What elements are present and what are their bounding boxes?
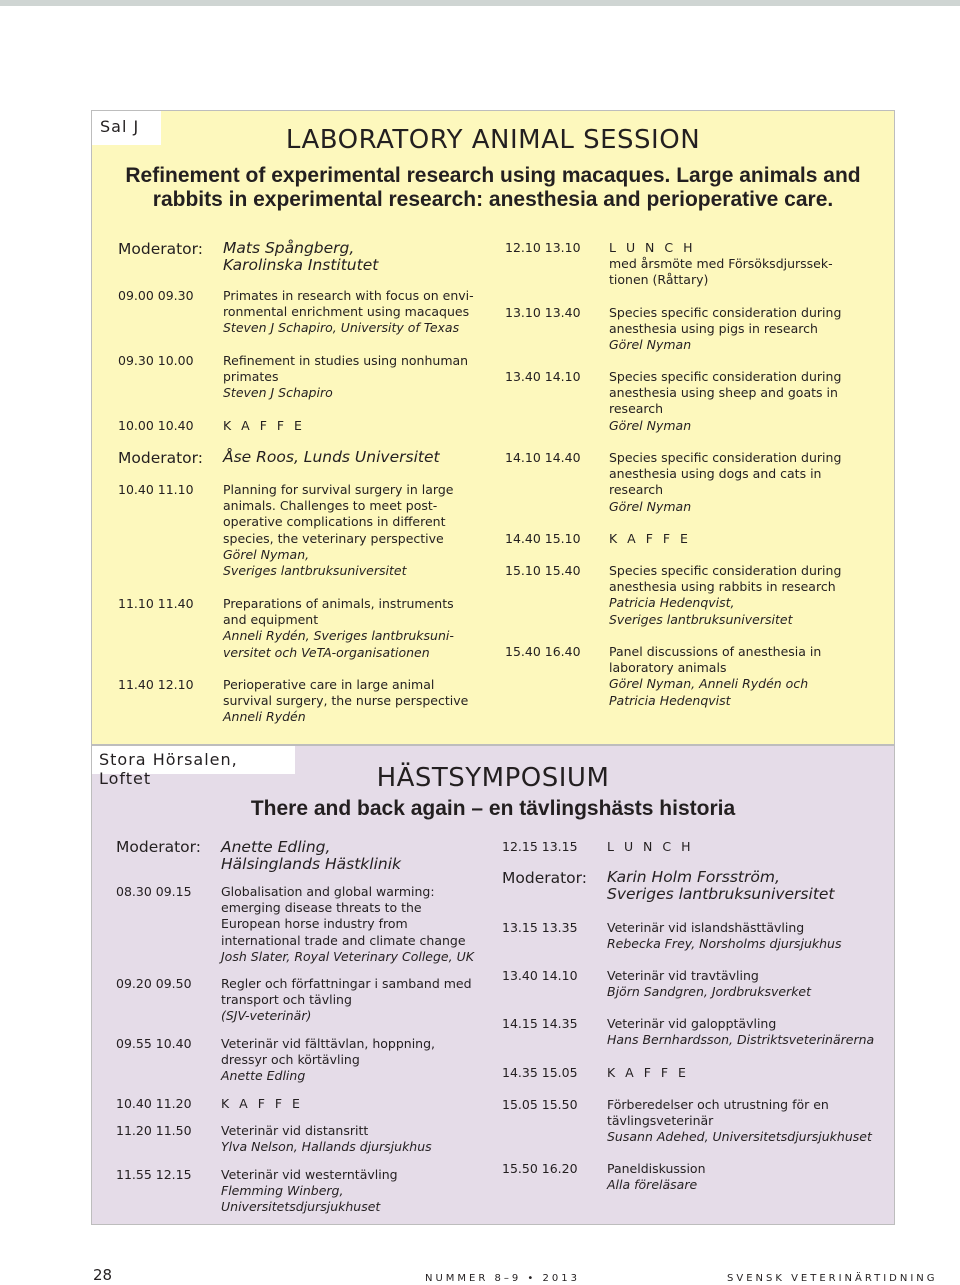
- footer-issue: NUMMER 8–9 • 2013: [425, 1273, 580, 1284]
- session-title: HÄSTSYMPOSIUM: [376, 763, 610, 793]
- room-label: Sal J: [92, 111, 161, 145]
- schedule-entry: [221, 1167, 398, 1216]
- schedule-entry: [609, 305, 841, 354]
- schedule-entry: [607, 1161, 706, 1193]
- entry-title-line: K A F F E: [607, 1065, 689, 1080]
- schedule-time: 11.40 12.10: [118, 677, 194, 692]
- entry-title-line: operative complications in different: [223, 514, 446, 530]
- entry-speaker: Görel Nyman,: [223, 546, 310, 562]
- schedule-time: 15.10 15.40: [505, 563, 581, 578]
- schedule-time: 11.20 11.50: [116, 1123, 192, 1138]
- entry-speaker: Alla föreläsare: [607, 1177, 698, 1193]
- schedule-entry: [607, 1016, 874, 1048]
- entry-title-line: med årsmöte med Försöksdjurssek-: [609, 256, 833, 272]
- schedule-time: 12.15 13.15: [502, 839, 578, 854]
- schedule-entry: [609, 450, 841, 515]
- schedule-entry: [607, 968, 811, 1000]
- entry-speaker: Universitetsdjursjukhuset: [221, 1199, 381, 1215]
- entry-speaker: Susann Adehed, Universitetsdjursjukhuset: [607, 1129, 872, 1145]
- schedule-entry: [609, 563, 841, 628]
- entry-speaker: Hans Bernhardsson, Distriktsveterinärerna: [607, 1032, 875, 1048]
- schedule-entry: [221, 976, 472, 1025]
- entry-title-line: L U N C H: [609, 240, 696, 255]
- laboratory-animal-session-panel: [91, 110, 895, 745]
- entry-title-line: Paneldiskussion: [607, 1161, 706, 1176]
- schedule-entry: [607, 1097, 872, 1146]
- schedule-time: 11.55 12.15: [116, 1167, 192, 1182]
- entry-speaker: Ylva Nelson, Hallands djursjukhus: [221, 1139, 432, 1155]
- entry-title-line: Veterinär vid westerntävling: [221, 1167, 398, 1182]
- entry-title-line: emerging disease threats to the: [221, 900, 422, 916]
- schedule-time: 12.10 13.10: [505, 240, 581, 255]
- entry-speaker: Björn Sandgren, Jordbruksverket: [607, 984, 812, 1000]
- session-subtitle-line-2: rabbits in experimental research: anesthesia and perioperative care.: [152, 188, 834, 211]
- entry-title-line: Species specific consideration during: [609, 563, 842, 578]
- schedule-entry: [609, 369, 841, 434]
- schedule-entry: [221, 1036, 435, 1085]
- entry-title-line: Preparations of animals, instruments: [223, 596, 454, 611]
- entry-title-line: Veterinär vid islandshästtävling: [607, 920, 805, 935]
- schedule-entry: [223, 596, 454, 661]
- schedule-time: 13.40 14.10: [505, 369, 581, 384]
- schedule-entry: [223, 353, 468, 402]
- schedule-entry: [607, 920, 841, 952]
- schedule-time: 09.30 10.00: [118, 353, 194, 368]
- schedule-time: 10.00 10.40: [118, 418, 194, 433]
- entry-title-line: Regler och författningar i samband med: [221, 976, 472, 991]
- schedule-entry: [221, 1123, 432, 1155]
- schedule-entry: [609, 240, 833, 289]
- schedule-time: 10.40 11.20: [116, 1096, 192, 1111]
- entry-title-line: Refinement in studies using nonhuman: [223, 353, 469, 368]
- schedule-entry: [223, 482, 453, 579]
- entry-title-line: Species specific consideration during: [609, 305, 842, 320]
- entry-title-line: and equipment: [223, 612, 319, 628]
- entry-speaker: Patricia Hedenqvist: [609, 692, 731, 708]
- entry-title-line: anesthesia using dogs and cats in: [609, 466, 822, 482]
- entry-title-line: ronmental enrichment using macaques: [223, 304, 470, 320]
- room-label: Stora Hörsalen, Loftet: [92, 746, 295, 774]
- session-title: LABORATORY ANIMAL SESSION: [285, 125, 701, 155]
- entry-title-line: Förberedelser och utrustning för en: [607, 1097, 829, 1112]
- entry-title-line: anesthesia using sheep and goats in: [609, 385, 838, 401]
- entry-title-line: transport och tävling: [221, 992, 352, 1008]
- entry-title-line: dressyr och körtävling: [221, 1052, 360, 1068]
- entry-title-line: Planning for survival surgery in large: [223, 482, 454, 497]
- hastsymposium-panel: [91, 745, 895, 1225]
- entry-speaker: Flemming Winberg,: [221, 1183, 344, 1199]
- schedule-time: 15.40 16.40: [505, 644, 581, 659]
- footer-journal: SVENSK VETERINÄRTIDNING: [727, 1273, 938, 1284]
- schedule-entry: [221, 884, 474, 965]
- entry-title-line: international trade and climate change: [221, 932, 466, 948]
- entry-title-line: research: [609, 401, 664, 417]
- moderator-label: Moderator:: [118, 240, 203, 258]
- entry-speaker: Anneli Rydén: [223, 709, 306, 725]
- entry-title-line: Panel discussions of anesthesia in: [609, 644, 822, 659]
- entry-title-line: species, the veterinary perspective: [223, 530, 444, 546]
- schedule-time: 13.40 14.10: [502, 968, 578, 983]
- schedule-entry: [609, 531, 691, 547]
- entry-title-line: anesthesia using pigs in research: [609, 321, 818, 337]
- entry-speaker: Anneli Rydén, Sveriges lantbruksuni-: [223, 628, 454, 644]
- entry-speaker: Görel Nyman, Anneli Rydén och: [609, 676, 809, 692]
- moderator-name: Mats Spångberg, Karolinska Institutet: [223, 239, 379, 274]
- entry-title-line: K A F F E: [221, 1096, 303, 1111]
- schedule-entry: [607, 1065, 689, 1081]
- entry-title-line: anesthesia using rabbits in research: [609, 579, 836, 595]
- schedule-time: 09.20 09.50: [116, 976, 192, 991]
- entry-title-line: Veterinär vid travtävling: [607, 968, 759, 983]
- entry-title-line: survival surgery, the nurse perspective: [223, 693, 469, 709]
- entry-speaker: Görel Nyman: [609, 498, 692, 514]
- schedule-time: 15.05 15.50: [502, 1097, 578, 1112]
- moderator-name: Karin Holm Forsström, Sveriges lantbruksuniversitet: [607, 868, 835, 903]
- entry-speaker: Patricia Hedenqvist,: [609, 595, 735, 611]
- moderator-label: Moderator:: [502, 869, 587, 887]
- entry-speaker: Görel Nyman: [609, 417, 692, 433]
- moderator-name: Åse Roos, Lunds Universitet: [223, 448, 440, 466]
- schedule-time: 11.10 11.40: [118, 596, 194, 611]
- moderator-label: Moderator:: [118, 449, 203, 467]
- top-rule: [0, 0, 960, 6]
- entry-title-line: K A F F E: [223, 418, 305, 433]
- entry-speaker: Anette Edling: [221, 1068, 306, 1084]
- moderator-name: Anette Edling, Hälsinglands Hästklinik: [221, 838, 401, 873]
- entry-title-line: laboratory animals: [609, 660, 727, 676]
- schedule-entry: [223, 288, 474, 337]
- entry-title-line: European horse industry from: [221, 916, 408, 932]
- entry-title-line: primates: [223, 369, 279, 385]
- entry-title-line: tionen (Råttary): [609, 272, 709, 288]
- schedule-entry: [223, 418, 305, 434]
- page-number: 28: [93, 1266, 113, 1284]
- entry-title-line: Veterinär vid distansritt: [221, 1123, 369, 1138]
- schedule-time: 14.40 15.10: [505, 531, 581, 546]
- entry-title-line: K A F F E: [609, 531, 691, 546]
- entry-speaker: Rebecka Frey, Norsholms djursjukhus: [607, 936, 842, 952]
- schedule-time: 08.30 09.15: [116, 884, 192, 899]
- entry-speaker: Josh Slater, Royal Veterinary College, UK: [221, 948, 474, 964]
- schedule-time: 13.15 13.35: [502, 920, 578, 935]
- entry-title-line: Globalisation and global warming:: [221, 884, 435, 899]
- entry-title-line: Perioperative care in large animal: [223, 677, 435, 692]
- entry-title-line: animals. Challenges to meet post-: [223, 498, 438, 514]
- entry-title-line: tävlingsveterinär: [607, 1113, 714, 1129]
- schedule-time: 14.35 15.05: [502, 1065, 578, 1080]
- schedule-entry: [223, 677, 468, 726]
- entry-speaker: (SJV-veterinär): [221, 1008, 312, 1024]
- entry-title-line: Species specific consideration during: [609, 369, 842, 384]
- entry-title-line: Species specific consideration during: [609, 450, 842, 465]
- schedule-time: 14.15 14.35: [502, 1016, 578, 1031]
- schedule-entry: [607, 839, 694, 855]
- entry-title-line: Veterinär vid galopptävling: [607, 1016, 777, 1031]
- moderator-label: Moderator:: [116, 838, 201, 856]
- entry-speaker: Sveriges lantbruksuniversitet: [609, 611, 793, 627]
- entry-speaker: versitet och VeTA-organisationen: [223, 644, 430, 660]
- entry-title-line: L U N C H: [607, 839, 694, 854]
- entry-title-line: Primates in research with focus on envi-: [223, 288, 474, 303]
- entry-speaker: Sveriges lantbruksuniversitet: [223, 563, 407, 579]
- schedule-time: 09.55 10.40: [116, 1036, 192, 1051]
- schedule-time: 09.00 09.30: [118, 288, 194, 303]
- entry-speaker: Steven J Schapiro, University of Texas: [223, 320, 460, 336]
- schedule-time: 13.10 13.40: [505, 305, 581, 320]
- entry-speaker: Steven J Schapiro: [223, 385, 333, 401]
- session-subtitle: There and back again – en tävlingshästs historia: [250, 797, 736, 820]
- schedule-time: 15.50 16.20: [502, 1161, 578, 1176]
- schedule-time: 14.10 14.40: [505, 450, 581, 465]
- session-subtitle-line-1: Refinement of experimental research using macaques. Large animals and: [125, 164, 861, 187]
- entry-speaker: Görel Nyman: [609, 337, 692, 353]
- entry-title-line: research: [609, 482, 664, 498]
- schedule-entry: [221, 1096, 303, 1112]
- schedule-time: 10.40 11.10: [118, 482, 194, 497]
- schedule-entry: [609, 644, 821, 709]
- entry-title-line: Veterinär vid fälttävlan, hoppning,: [221, 1036, 436, 1051]
